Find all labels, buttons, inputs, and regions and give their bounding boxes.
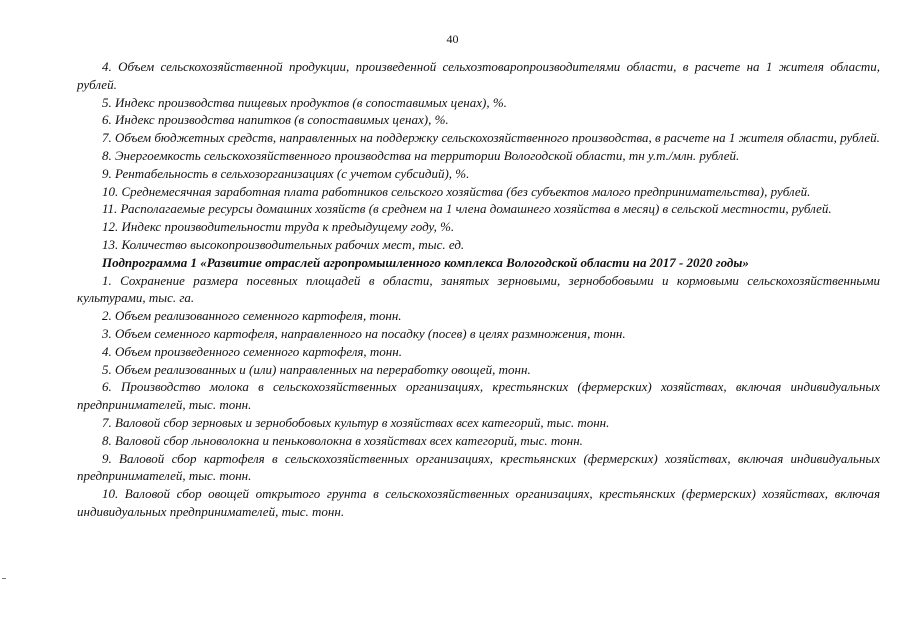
indicator-item: 12. Индекс производительности труда к предыдущему году, %. <box>102 219 455 235</box>
indicator-item: 5. Индекс производства пищевых продуктов (в сопоставимых ценах), %. <box>102 94 507 110</box>
page-number: 40 <box>446 32 459 46</box>
subprogram-indicator-item: 9. Валовой сбор картофеля в сельскохозяйственных организациях, крестьянских (фермерских) хозяйствах, включая индивидуальных предпринимателей, тыс. тонн. <box>77 450 880 484</box>
indicator-item: 13. Количество высокопроизводительных рабочих мест, тыс. ед. <box>102 236 465 252</box>
subprogram-indicator-item: 10. Валовой сбор овощей открытого грунта в сельскохозяйственных организациях, крестьянских (фермерских) хозяйствах, включая индивидуальных предпринимателей, тыс. тонн. <box>77 486 880 519</box>
subprogram-indicator-item: 8. Валовой сбор льноволокна и пеньковолокна в хозяйствах всех категорий, тыс. тонн. <box>102 432 583 448</box>
subprogram-indicator-item: 1. Сохранение размера посевных площадей в области, занятых зерновыми, зернобобовыми и кормовыми сельскохозяйственными культурами, тыс. га. <box>77 272 880 306</box>
subprogram-indicator-item: 6. Производство молока в сельскохозяйственных организациях, крестьянских (фермерских) хозяйствах, включая индивидуальных предпринимателей, тыс. тонн. <box>77 379 880 413</box>
subprogram-indicator-item: 5. Объем реализованных и (или) направленных на переработку овощей, тонн. <box>102 361 531 377</box>
indicator-item: 4. Объем сельскохозяйственной продукции, произведенной сельхозтоваропроизводителями области, в расчете на 1 жителя области, рублей. <box>77 59 880 92</box>
indicator-item: 6. Индекс производства напитков (в сопоставимых ценах), %. <box>102 112 449 128</box>
document-body <box>77 58 880 521</box>
subprogram-indicator-item: 2. Объем реализованного семенного картофеля, тонн. <box>102 308 402 324</box>
subprogram-heading: Подпрограмма 1 «Развитие отраслей агропромышленного комплекса Вологодской области на 2017 - 2020 годы» <box>102 254 749 270</box>
margin-mark <box>2 578 6 579</box>
indicator-item: 10. Среднемесячная заработная плата работников сельского хозяйства (без субъектов малого предпринимательства), рублей. <box>102 183 811 199</box>
subprogram-indicator-item: 4. Объем произведенного семенного картофеля, тонн. <box>102 343 402 359</box>
indicator-item: 7. Объем бюджетных средств, направленных на поддержку сельскохозяйственного производства, в расчете на 1 жителя области, рублей. <box>102 130 880 146</box>
indicator-item: 9. Рентабельность в сельхозорганизациях (с учетом субсидий), %. <box>102 165 470 181</box>
indicator-item: 8. Энергоемкость сельскохозяйственного производства на территории Вологодской области, тн у.т./млн. рублей. <box>102 147 740 163</box>
indicator-item: 11. Располагаемые ресурсы домашних хозяйств (в среднем на 1 члена домашнего хозяйства в месяц) в сельской местности, рублей. <box>102 201 832 217</box>
subprogram-indicator-item: 3. Объем семенного картофеля, направленного на посадку (посев) в целях размножения, тонн. <box>102 325 626 341</box>
subprogram-indicator-item: 7. Валовой сбор зерновых и зернобобовых культур в хозяйствах всех категорий, тыс. тонн. <box>102 414 610 430</box>
